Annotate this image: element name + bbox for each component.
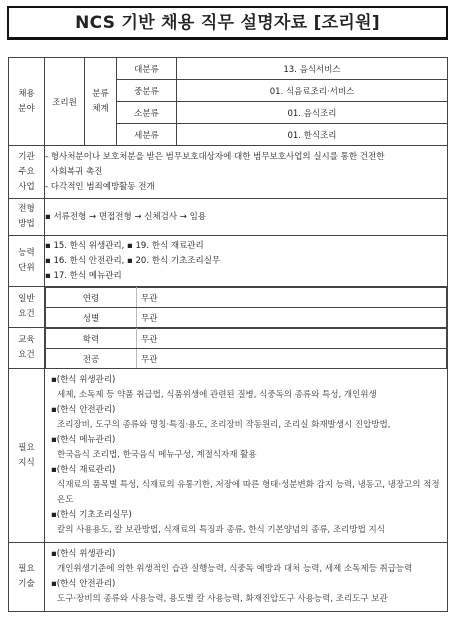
knowledge-head: ▪(한식 메뉴관리) bbox=[51, 435, 116, 445]
class-value: 13. 음식서비스 bbox=[177, 58, 448, 80]
knowledge-body: 세제, 소독제 등 약품 취급법, 식품위생에 관련된 질병, 식중독의 종류와 특성, 개인위생 bbox=[57, 390, 377, 400]
knowledge-content bbox=[45, 369, 448, 543]
skills-body: 개인위생기준에 의한 위생적인 습관 실행능력, 식중독 예방과 대처 능력, 세제 소독제등 취급능력 bbox=[57, 564, 413, 574]
class-key: 세분류 bbox=[117, 124, 177, 146]
page-title: NCS 기반 채용 직무 설명자료 [조리원] bbox=[7, 6, 448, 40]
business-line: - 다각적인 범죄예방활동 전개 bbox=[45, 181, 155, 192]
class-value: 01. 음식조리 bbox=[177, 102, 448, 124]
business-line: 사회복귀 촉진 bbox=[45, 166, 103, 177]
business-label: 기관 주요 사업 bbox=[9, 146, 45, 199]
competency-line: ▪ 15. 한식 위생관리, ▪ 19. 한식 재료관리 bbox=[45, 240, 204, 251]
competency-line: ▪ 17. 한식 메뉴관리 bbox=[45, 270, 122, 281]
education-value: 무관 bbox=[137, 329, 447, 349]
job-description-table bbox=[8, 57, 448, 612]
class-key: 소분류 bbox=[117, 102, 177, 124]
skills-content bbox=[45, 543, 448, 612]
knowledge-body: 칼의 사용용도, 칼 보관방법, 식재료의 특징과 종류, 한식 기본양념의 종류, 조리방법 지식 bbox=[57, 525, 385, 535]
knowledge-head: ▪(한식 위생관리) bbox=[51, 375, 116, 385]
skills-label: 필요 기술 bbox=[9, 543, 45, 612]
knowledge-head: ▪(한식 재료관리) bbox=[51, 465, 116, 475]
selection-label: 전형 방법 bbox=[9, 199, 45, 236]
general-label: 일반 요건 bbox=[9, 287, 45, 328]
class-label: 분류 체계 bbox=[85, 58, 117, 146]
job-name: 조리원 bbox=[45, 58, 85, 146]
knowledge-body: 식재료의 품목별 특성, 식재료의 유통기한, 저장에 따른 형태·성분변화 감지 능력, 냉동고, 냉장고의 적정온도 bbox=[57, 480, 440, 505]
area-label: 채용 분야 bbox=[9, 58, 45, 146]
business-content bbox=[45, 146, 448, 199]
class-key: 중분류 bbox=[117, 80, 177, 102]
education-value: 무관 bbox=[137, 349, 447, 369]
skills-head: ▪(한식 위생관리) bbox=[51, 549, 116, 559]
competency-label: 능력 단위 bbox=[9, 236, 45, 287]
education-label: 교육 요건 bbox=[9, 328, 45, 369]
knowledge-label: 필요 지식 bbox=[9, 369, 45, 543]
general-content bbox=[45, 287, 448, 328]
competency-line: ▪ 16. 한식 안전관리, ▪ 20. 한식 기초조리실무 bbox=[45, 255, 221, 266]
knowledge-head: ▪(한식 기초조리실무) bbox=[51, 510, 132, 520]
skills-head: ▪(한식 안전관리) bbox=[51, 579, 116, 589]
general-key: 성별 bbox=[46, 308, 137, 328]
general-value: 무관 bbox=[137, 288, 447, 308]
education-content bbox=[45, 328, 448, 369]
general-value: 무관 bbox=[137, 308, 447, 328]
class-value: 01. 식음료조리·서비스 bbox=[177, 80, 448, 102]
class-key: 대분류 bbox=[117, 58, 177, 80]
selection-text: ▪ 서류전형 → 면접전형 → 신체검사 → 임용 bbox=[45, 199, 448, 236]
knowledge-head: ▪(한식 안전관리) bbox=[51, 405, 116, 415]
education-key: 학력 bbox=[46, 329, 137, 349]
skills-body: 도구·장비의 종류와 사용능력, 용도별 칼 사용능력, 화재진압도구 사용능력, 조리도구 보관 bbox=[57, 594, 388, 604]
knowledge-body: 한국음식 조리법, 한국음식 메뉴구성, 계절식자재 활용 bbox=[57, 450, 257, 460]
competency-content bbox=[45, 236, 448, 287]
knowledge-body: 조리장비, 도구의 종류와 명칭·특징·용도, 조리장비 작동원리, 조리실 화재발생시 진압방법, bbox=[57, 420, 391, 430]
general-key: 연령 bbox=[46, 288, 137, 308]
class-value: 01. 한식조리 bbox=[177, 124, 448, 146]
business-line: - 형사처분이나 보호처분을 받은 범무보호대상자에 대한 범무보호사업의 실시를 통한 건전한 bbox=[45, 151, 385, 162]
education-key: 전공 bbox=[46, 349, 137, 369]
